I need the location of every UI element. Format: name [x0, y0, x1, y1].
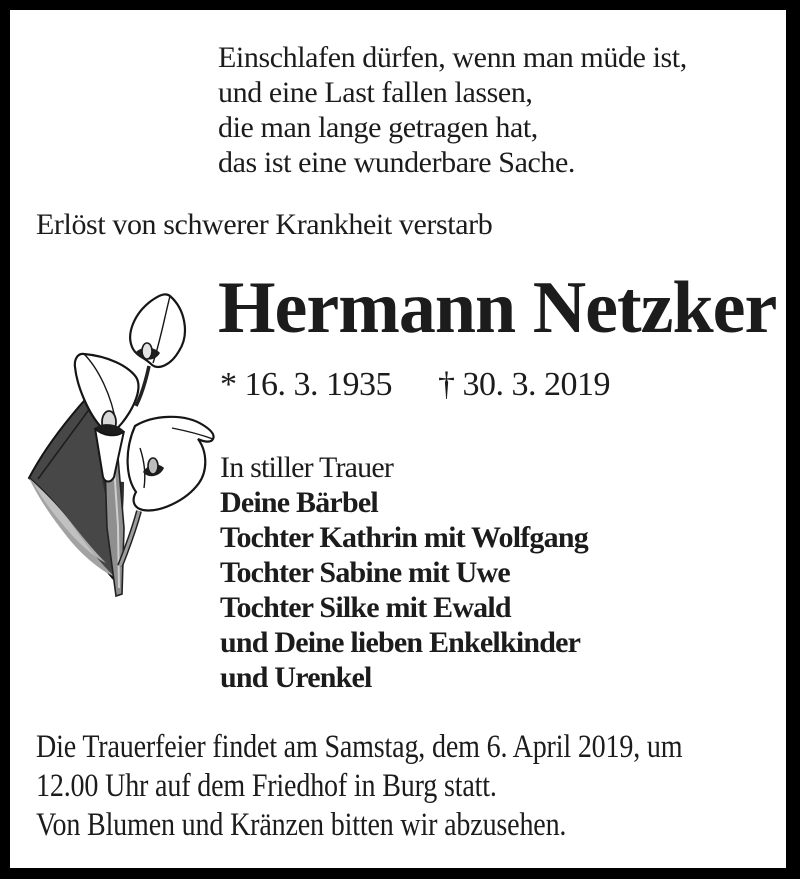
calla-lily-illustration	[12, 276, 222, 598]
poem-line: das ist eine wunderbare Sache.	[218, 146, 576, 179]
mourner-name: Tochter Sabine mit Uwe	[220, 556, 510, 589]
poem-line: Einschlafen dürfen, wenn man müde ist,	[218, 41, 687, 74]
spadix-top	[142, 343, 152, 359]
mourners-block	[220, 450, 588, 695]
mourners-lead: In stiller Trauer	[220, 451, 394, 484]
funeral-details	[36, 728, 797, 845]
deceased-name: Hermann Netzker	[218, 267, 777, 349]
funeral-line: Die Trauerfeier findet am Samstag, dem 6. April 2019, um	[36, 729, 683, 765]
mourner-name: und Urenkel	[220, 661, 372, 694]
birth-date: * 16. 3. 1935	[220, 366, 392, 403]
funeral-line: 12.00 Uhr auf dem Friedhof in Burg statt.	[36, 768, 497, 804]
death-date: † 30. 3. 2019	[438, 366, 610, 403]
mourner-name: und Deine lieben Enkelkinder	[220, 626, 581, 659]
mourner-name: Tochter Kathrin mit Wolfgang	[220, 521, 588, 554]
mourner-name: Deine Bärbel	[220, 486, 378, 519]
poem-line: die man lange getragen hat,	[218, 111, 538, 144]
poem-line: und eine Last fallen lassen,	[218, 76, 533, 109]
funeral-line: Von Blumen und Kränzen bitten wir abzusehen.	[36, 807, 567, 843]
calla-flower-right	[128, 417, 214, 511]
mourner-name: Tochter Silke mit Ewald	[220, 591, 511, 624]
spadix-right	[148, 458, 158, 474]
poem	[218, 40, 687, 180]
intro-line: Erlöst von schwerer Krankheit verstarb	[36, 208, 493, 241]
